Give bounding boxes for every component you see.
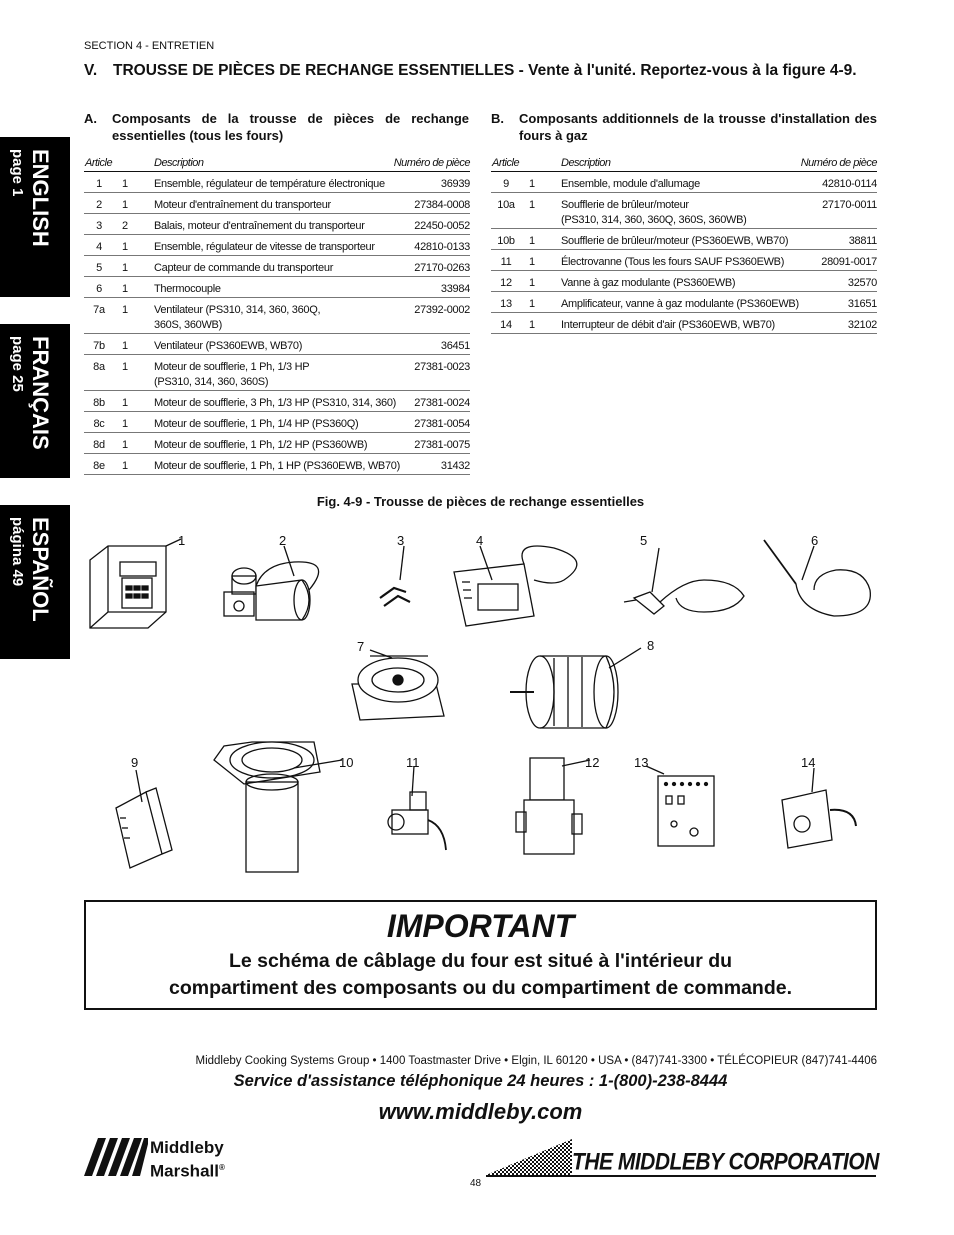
- cooling-fan-drawing: [352, 650, 444, 720]
- table-row: [84, 433, 470, 454]
- callout-12: 12: [585, 755, 600, 770]
- important-line-1: Le schéma de câblage du four est situé à l'intérieur du: [228, 950, 733, 972]
- cell-description: Moteur de soufflerie, 1 Ph, 1/4 HP (PS360Q): [154, 418, 359, 430]
- cell-part-number: 32102: [847, 319, 877, 331]
- cell-description-continued: 360S, 360WB): [154, 319, 222, 331]
- solenoid-valve-drawing: [388, 766, 446, 850]
- cell-part-number: 42810-0133: [414, 241, 470, 253]
- header-article: Article: [492, 157, 520, 169]
- cell-article: 9: [503, 178, 509, 190]
- callout-10: 10: [339, 755, 354, 770]
- cell-description: Ensemble, régulateur de température électronique: [154, 178, 385, 190]
- cell-part-number: 27170-0263: [414, 262, 470, 274]
- thermocouple-drawing: [764, 540, 870, 616]
- cell-qty: 1: [529, 199, 535, 211]
- callout-11: 11: [406, 755, 420, 770]
- subheading-a-letter: A.: [84, 111, 97, 126]
- subheading-b-text: Composants additionnels de la trousse d'installation des fours à gaz: [519, 111, 877, 143]
- header-description: Description: [561, 157, 611, 169]
- cell-part-number: 31432: [440, 460, 470, 472]
- cell-part-number: 27170-0011: [822, 199, 877, 211]
- cell-article: 11: [500, 256, 512, 268]
- amplifier-board-drawing: [646, 766, 714, 846]
- middleby-corporation-wordmark: THE MIDDLEBY CORPORATION: [572, 1149, 879, 1176]
- cell-description: Électrovanne (Tous les fours SAUF PS360EWB): [561, 256, 785, 268]
- callout-13: 13: [634, 755, 649, 770]
- important-title: IMPORTANT: [386, 908, 575, 944]
- cell-article: 3: [96, 220, 102, 232]
- tab-english[interactable]: [0, 137, 70, 297]
- registered-mark: ®: [218, 1163, 225, 1172]
- cell-article: 8c: [93, 418, 105, 430]
- cell-article: 10b: [497, 235, 515, 247]
- cell-part-number: 32570: [847, 277, 877, 289]
- cell-part-number: 33984: [440, 283, 470, 295]
- cell-qty: 1: [122, 241, 128, 253]
- cell-qty: 1: [529, 235, 535, 247]
- cell-description: Soufflerie de brûleur/moteur (PS360EWB, WB70): [561, 235, 789, 247]
- figure-caption: Fig. 4-9 - Trousse de pièces de rechange essentielles: [316, 494, 645, 509]
- cell-description: Moteur de soufflerie, 1 Ph, 1/3 HP: [154, 361, 310, 373]
- cell-part-number: 27381-0075: [414, 439, 470, 451]
- page-number: 48: [470, 1178, 482, 1189]
- cell-part-number: 38811: [848, 235, 877, 247]
- cell-qty: 1: [529, 319, 535, 331]
- cell-article: 8e: [93, 460, 105, 472]
- cell-part-number: 27384-0008: [414, 199, 470, 211]
- blower-motor-drawing: [510, 648, 641, 728]
- cell-description: Moteur de soufflerie, 1 Ph, 1/2 HP (PS360WB): [154, 439, 368, 451]
- conveyor-motor-drawing: [224, 546, 319, 620]
- cell-article: 7b: [93, 340, 105, 352]
- table-row: [491, 292, 877, 313]
- cell-description: Moteur d'entraînement du transporteur: [154, 199, 331, 211]
- cell-qty: 1: [122, 397, 128, 409]
- cell-qty: 1: [122, 460, 128, 472]
- cell-part-number: 27381-0054: [414, 418, 470, 430]
- cell-description: Vanne à gaz modulante (PS360EWB): [561, 277, 736, 289]
- cell-qty: 1: [122, 199, 128, 211]
- cell-description: Ventilateur (PS360EWB, WB70): [154, 340, 303, 352]
- cell-article: 8d: [93, 439, 105, 451]
- footer-address: Middleby Cooking Systems Group • 1400 Toastmaster Drive • Elgin, IL 60120 • USA • (847)741-3300 • TÉLÉCOPIEUR (847)741-4406: [195, 1055, 877, 1067]
- tab-francais-label: FRANÇAIS: [28, 336, 53, 450]
- section-title-text: TROUSSE DE PIÈCES DE RECHANGE ESSENTIELLES - Vente à l'unité. Reportez-vous à la figure 4-9.: [113, 62, 857, 79]
- table-row: [84, 355, 470, 391]
- important-notice: [84, 900, 877, 1010]
- tab-espanol-label: ESPAÑOL: [28, 517, 53, 622]
- cell-qty: 1: [529, 256, 535, 268]
- cell-qty: 1: [529, 298, 535, 310]
- table-row: [84, 412, 470, 433]
- cell-qty: 1: [529, 178, 535, 190]
- section-title: [84, 60, 877, 81]
- cell-part-number: 36451: [440, 340, 470, 352]
- ignition-module-drawing: [116, 770, 172, 868]
- cell-qty: 1: [122, 262, 128, 274]
- modulating-gas-valve-drawing: [516, 758, 590, 854]
- cell-qty: 2: [122, 220, 128, 232]
- middleby-marshall-logo-icon: [84, 1138, 148, 1176]
- section-label: SECTION 4 - ENTRETIEN: [84, 40, 215, 52]
- conveyor-sensor-drawing: [624, 548, 744, 614]
- callout-7: 7: [357, 639, 365, 654]
- cell-description: Amplificateur, vanne à gaz modulante (PS360EWB): [561, 298, 799, 310]
- subheading-a: [84, 110, 469, 144]
- cell-qty: 1: [122, 361, 128, 373]
- table-row: [491, 229, 877, 250]
- callout-5: 5: [640, 533, 648, 548]
- cell-article: 4: [96, 241, 102, 253]
- header-part-number: Numéro de pièce: [800, 157, 877, 169]
- logo-line-2: Marshall: [150, 1161, 219, 1181]
- cell-article: 12: [500, 277, 512, 289]
- cell-description: Moteur de soufflerie, 1 Ph, 1 HP (PS360EWB, WB70): [154, 460, 400, 472]
- cell-part-number: 27381-0024: [414, 397, 470, 409]
- cell-description: Ensemble, module d'allumage: [561, 178, 700, 190]
- speed-controller-drawing: [454, 546, 577, 626]
- subheading-b: [491, 110, 877, 144]
- logo-line-1: Middleby: [150, 1138, 224, 1157]
- table-row: [491, 271, 877, 292]
- tab-english-page: page 1: [9, 149, 26, 197]
- air-flow-switch-drawing: [782, 768, 856, 848]
- parts-table-a: [84, 155, 470, 475]
- cell-qty: 1: [122, 304, 128, 316]
- cell-description: Capteur de commande du transporteur: [154, 262, 334, 274]
- parts-table-b: [491, 155, 877, 334]
- table-row: [491, 172, 877, 193]
- subheading-a-text: Composants de la trousse de pièces de rechange essentielles (tous les fours): [112, 111, 469, 143]
- important-line-2: compartiment des composants ou du compartiment de commande.: [168, 977, 793, 999]
- cell-article: 8b: [93, 397, 105, 409]
- table-row: [491, 193, 877, 229]
- cell-qty: 1: [122, 283, 128, 295]
- callout-4: 4: [476, 533, 484, 548]
- middleby-corporation-logo-icon: [486, 1139, 572, 1177]
- table-row: [84, 193, 470, 214]
- cell-description: Interrupteur de débit d'air (PS360EWB, WB70): [561, 319, 775, 331]
- cell-qty: 1: [122, 178, 128, 190]
- cell-part-number: 42810-0114: [822, 178, 877, 190]
- cell-qty: 1: [529, 277, 535, 289]
- cell-article: 2: [96, 199, 102, 211]
- subheading-b-letter: B.: [491, 111, 504, 126]
- tab-english-label: ENGLISH: [28, 149, 53, 247]
- cell-part-number: 22450-0052: [414, 220, 470, 232]
- motor-brushes-drawing: [380, 546, 410, 606]
- cell-article: 10a: [497, 199, 515, 211]
- callout-9: 9: [131, 755, 139, 770]
- cell-article: 1: [96, 178, 102, 190]
- cell-qty: 1: [122, 418, 128, 430]
- cell-article: 14: [500, 319, 512, 331]
- section-number: V.: [84, 62, 98, 79]
- table-row: [84, 454, 470, 475]
- table-row: [491, 250, 877, 271]
- callout-1: 1: [178, 533, 186, 548]
- table-row: [84, 214, 470, 235]
- cell-part-number: 36939: [440, 178, 470, 190]
- cell-description: Moteur de soufflerie, 3 Ph, 1/3 HP (PS310, 314, 360): [154, 397, 397, 409]
- tab-francais-page: page 25: [9, 336, 26, 392]
- table-row: [84, 298, 470, 334]
- corporation-underline: [486, 1175, 876, 1177]
- cell-qty: 1: [122, 340, 128, 352]
- cell-article: 5: [96, 262, 102, 274]
- tab-espanol[interactable]: [0, 505, 70, 659]
- table-header: [84, 155, 470, 172]
- table-row: [84, 334, 470, 355]
- header-description: Description: [154, 157, 204, 169]
- callout-14: 14: [801, 755, 816, 770]
- cell-article: 7a: [93, 304, 105, 316]
- temperature-controller-drawing: [90, 539, 181, 628]
- footer-website[interactable]: www.middleby.com: [378, 1099, 583, 1124]
- cell-article: 6: [96, 283, 102, 295]
- parts-illustration: [84, 520, 877, 890]
- cell-part-number: 27381-0023: [414, 361, 470, 373]
- table-row: [84, 391, 470, 412]
- cell-article: 8a: [93, 361, 105, 373]
- tab-francais[interactable]: [0, 324, 70, 478]
- table-row: [491, 313, 877, 334]
- table-row: [84, 172, 470, 193]
- cell-description-continued: (PS310, 314, 360, 360Q, 360S, 360WB): [561, 214, 747, 226]
- tab-espanol-page: página 49: [9, 517, 26, 587]
- cell-part-number: 28091-0017: [821, 256, 877, 268]
- callout-6: 6: [811, 533, 819, 548]
- middleby-marshall-wordmark: [150, 1138, 225, 1182]
- table-row: [84, 277, 470, 298]
- header-part-number: Numéro de pièce: [393, 157, 470, 169]
- callout-2: 2: [279, 533, 287, 548]
- footer-service-line: Service d'assistance téléphonique 24 heures : 1-(800)-238-8444: [233, 1072, 728, 1090]
- cell-part-number: 27392-0002: [414, 304, 470, 316]
- cell-description-continued: (PS310, 314, 360, 360S): [154, 376, 269, 388]
- table-row: [84, 235, 470, 256]
- cell-description: Thermocouple: [154, 283, 221, 295]
- header-article: Article: [85, 157, 113, 169]
- cell-description: Balais, moteur d'entraînement du transporteur: [154, 220, 365, 232]
- cell-description: Ventilateur (PS310, 314, 360, 360Q,: [154, 304, 321, 316]
- cell-description: Ensemble, régulateur de vitesse de transporteur: [154, 241, 375, 253]
- cell-part-number: 31651: [847, 298, 877, 310]
- cell-qty: 1: [122, 439, 128, 451]
- burner-blower-drawing: [214, 742, 342, 872]
- table-row: [84, 256, 470, 277]
- callout-8: 8: [647, 638, 655, 653]
- callout-3: 3: [397, 533, 405, 548]
- cell-article: 13: [500, 298, 512, 310]
- table-header: [491, 155, 877, 172]
- cell-description: Soufflerie de brûleur/moteur: [561, 199, 689, 211]
